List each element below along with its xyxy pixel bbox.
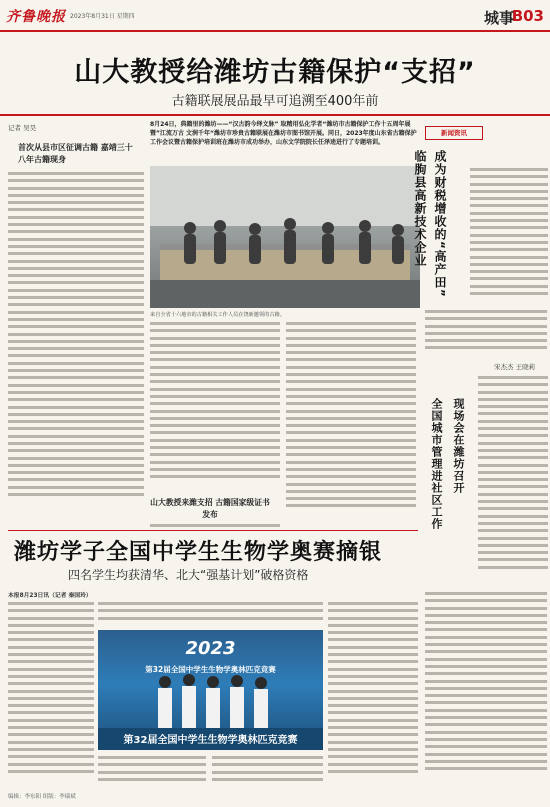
exhibition-scene <box>150 166 420 308</box>
lead-story1: 8月24日，典籍里的潍坊——“汉古韵今绎文脉” 取精用弘化学者“潍坊市古籍保护工作十五周年展暨”江流万古 文润千年“潍坊市珍贵古籍联展在潍坊市图书馆开展。同日，2023年度山东省古籍保护工作会议暨古籍保护培训班在潍坊市成功举办，山东文学院院长任泽逵进行了专题培训。 <box>150 121 417 146</box>
sidebar-byline: 宋杰杰 王晓莉 <box>494 363 536 371</box>
sidebar-body-b <box>425 310 547 356</box>
body-column-s2-d <box>328 602 418 787</box>
photo-exhibition <box>150 166 420 308</box>
lead-story2: 本报8月23日讯（记者 秦国玲） <box>8 593 92 599</box>
photo-caption: 来自全省十六地市的古籍相关工作人员在饶新邀领的古籍。 <box>150 312 285 318</box>
sidebar-headline-b: 临朐县高新技术企业 <box>413 150 427 267</box>
body-column-mid-b <box>286 322 416 527</box>
page-footer-credits: 编辑：李东阳 组版：李瑞斌 <box>8 794 76 800</box>
sidebar-headline-c: 现场会在潍坊召开 <box>452 398 465 494</box>
body-column-s2-top <box>98 602 323 626</box>
issue-date: 2023年8月31日 星期四 <box>70 13 135 20</box>
subhead-story2: 四名学生均获清华、北大“强基计划”破格资格 <box>68 568 309 582</box>
banner-year: 2023 <box>185 638 236 659</box>
headline-story2: 潍坊学子全国中学生生物学奥赛摘银 <box>14 540 383 565</box>
kicker-story1: 首次从县市区征调古籍 嘉靖三十八年古籍现身 <box>18 143 133 164</box>
sidebar-headline-a: 成为财税增收的“高产田” <box>433 150 447 298</box>
sidebar-body-d <box>425 592 547 787</box>
subhead-story1: 古籍联展展品最早可追溯至400年前 <box>171 94 379 109</box>
section-name: 城事 <box>483 9 514 27</box>
body-column-s2-b <box>98 756 206 788</box>
byline-story1: 记者 吴昊 <box>8 124 37 132</box>
masthead-logo: 齐鲁晚报 <box>6 9 66 25</box>
news-tag: 新闻资讯 <box>425 126 483 140</box>
sidebar-body-a <box>470 168 548 308</box>
body-column-s2-c <box>212 756 323 788</box>
sidebar-body-c <box>478 376 548 586</box>
body-column-s2-a <box>8 602 94 787</box>
banner-line-bottom: 第32届全国中学生生物学奥林匹克竞赛 <box>123 735 298 746</box>
subhead-mid: 山大教授来潍支招 古籍国家级证书发布 <box>150 498 270 519</box>
body-column-left <box>8 172 144 520</box>
headline-story1: 山大教授给潍坊古籍保护“支招” <box>74 57 476 88</box>
divider <box>0 114 550 116</box>
banner-line-top: 第32届全国中学生生物学奥林匹克竞赛 <box>145 665 276 674</box>
body-column-mid-a <box>150 322 280 492</box>
divider <box>8 530 418 531</box>
photo-award <box>98 630 323 750</box>
sidebar-headline-d: 全国城市管理进社区工作 <box>430 398 443 530</box>
page-number: B03 <box>511 7 544 25</box>
